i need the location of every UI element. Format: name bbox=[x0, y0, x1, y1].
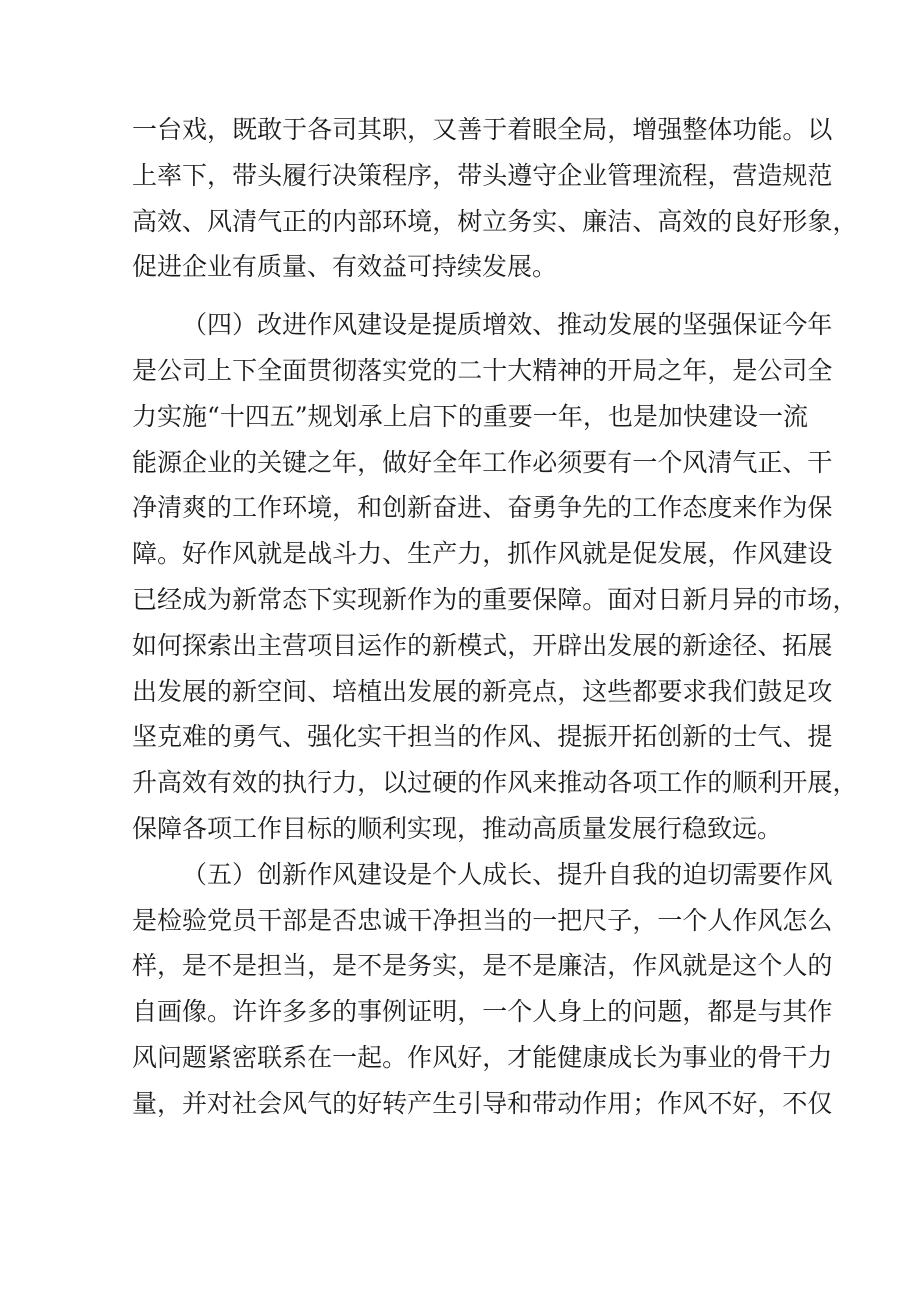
text-line: 样 ， 是 不 是 担 当 ， 是 不 是 务 实 ， 是 不 是 廉 洁 ， 作 风 就 是 这 个 人 的 bbox=[132, 951, 833, 981]
text-line: （ 四 ） 改 进 作 风 建 设 是 提 质 增 效 、 推 动 发 展 的 坚 强 保 证 今 年 bbox=[182, 310, 833, 340]
text-line: 净 清 爽 的 工 作 环 境 ， 和 创 新 奋 进 、 奋 勇 争 先 的 工 作 态 度 来 作 为 保 bbox=[132, 493, 833, 523]
text-line: 是 公 司 上 下 全 面 贯 彻 落 实 党 的 二 十 大 精 神 的 开 局 之 年 ， 是 公 司 全 bbox=[132, 355, 833, 385]
text-line: 已 经 成 为 新 常 态 下 实 现 新 作 为 的 重 要 保 障 。 面 对 日 新 月 异 的 市 场 ， bbox=[132, 584, 858, 614]
text-line: 促进企业有质量、有效益可持续发展。 bbox=[132, 252, 558, 282]
text-line: 如 何 探 索 出 主 营 项 目 运 作 的 新 模 式 ， 开 辟 出 发 展 的 新 途 径 、 拓 展 bbox=[132, 630, 833, 660]
text-line: 是 检 验 党 员 干 部 是 否 忠 诚 干 净 担 当 的 一 把 尺 子 ， 一 个 人 作 风 怎 么 bbox=[132, 905, 833, 935]
text-line: 出 发 展 的 新 空 间 、 培 植 出 发 展 的 新 亮 点 ， 这 些 都 要 求 我 们 鼓 足 攻 bbox=[132, 676, 833, 706]
text-line: 上 率 下 ， 带 头 履 行 决 策 程 序 ， 带 头 遵 守 企 业 管 理 流 程 ， 营 造 规 范 bbox=[132, 160, 833, 190]
text-line: 坚 克 难 的 勇 气 、 强 化 实 干 担 当 的 作 风 、 提 振 开 拓 创 新 的 士 气 、 提 bbox=[132, 722, 833, 752]
text-line: 一 台 戏 ， 既 敢 于 各 司 其 职 ， 又 善 于 着 眼 全 局 ， 增 强 整 体 功 能 。 以 bbox=[132, 115, 833, 144]
text-line: 高 效 、 风 清 气 正 的 内 部 环 境 ， 树 立 务 实 、 廉 洁 、 高 效 的 良 好 形 象 ， bbox=[132, 206, 858, 236]
text-line: 障 。 好 作 风 就 是 战 斗 力 、 生 产 力 ， 抓 作 风 就 是 促 发 展 ， 作 风 建 设 bbox=[132, 539, 833, 569]
paragraph-section-5 bbox=[132, 852, 833, 1127]
text-line: （ 五 ） 创 新 作 风 建 设 是 个 人 成 长 、 提 升 自 我 的 迫 切 需 要 作 风 bbox=[182, 859, 833, 889]
document-body bbox=[132, 107, 858, 1127]
text-line: 升 高 效 有 效 的 执 行 力 ， 以 过 硬 的 作 风 来 推 动 各 项 工 作 的 顺 利 开 展 ， bbox=[132, 768, 858, 798]
paragraph-section-4 bbox=[132, 302, 858, 852]
text-line: 自 画 像 。 许 许 多 多 的 事 例 证 明 ， 一 个 人 身 上 的 问 题 ， 都 是 与 其 作 bbox=[132, 997, 833, 1027]
text-line: 风 问 题 紧 密 联 系 在 一 起 。 作 风 好 ， 才 能 健 康 成 长 为 事 业 的 骨 干 力 bbox=[132, 1042, 833, 1072]
text-line: 量 ， 并 对 社 会 风 气 的 好 转 产 生 引 导 和 带 动 作 用 ； 作 风 不 好 ， 不 仅 bbox=[132, 1088, 833, 1118]
text-line: 力 实 施 “ 十 四 五 ” 规 划 承 上 启 下 的 重 要 一 年 ， 也 是 加 快 建 设 一 流 bbox=[132, 401, 808, 431]
text-line: 保障各项工作目标的顺利实现，推动高质量发展行稳致远。 bbox=[132, 813, 783, 843]
text-line: 能 源 企 业 的 关 键 之 年 ， 做 好 全 年 工 作 必 须 要 有 一 个 风 清 气 正 、 干 bbox=[132, 447, 833, 477]
paragraph-continuation bbox=[132, 107, 858, 290]
